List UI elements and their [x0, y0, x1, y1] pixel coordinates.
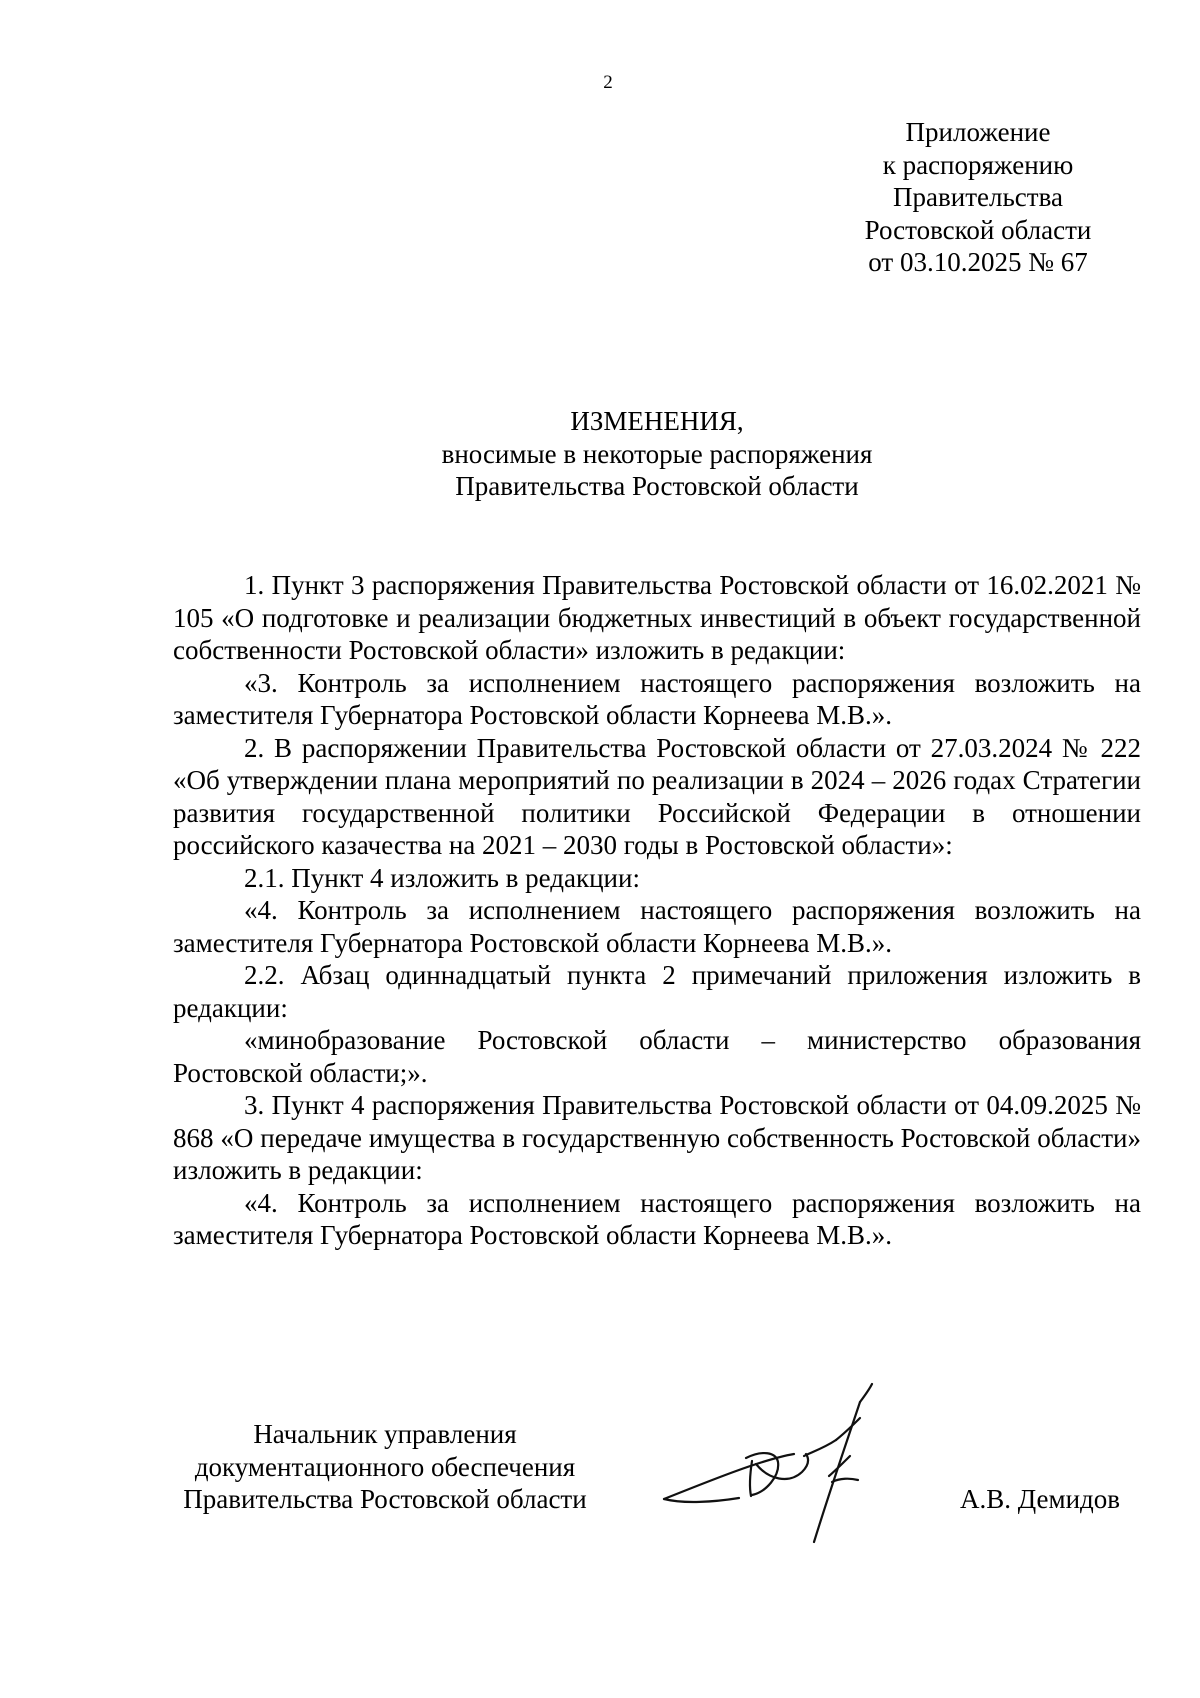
handwritten-signature — [654, 1374, 944, 1574]
appendix-line: Ростовской области — [864, 214, 1092, 245]
paragraph: 2.2. Абзац одиннадцатый пункта 2 примечаний приложения изложить в редакции: — [173, 960, 1141, 1023]
paragraph: 3. Пункт 4 распоряжения Правительства Ростовской области от 04.09.2025 № 868 «О передаче имущества в государственную собственность Ростовской области» изложить в редакции: — [173, 1090, 1141, 1185]
appendix-line: Правительства — [893, 182, 1063, 212]
signer-position-line: Правительства Ростовской области — [183, 1484, 587, 1514]
title-line: Правительства Ростовской области — [455, 471, 859, 501]
signer-position-line: документационного обеспечения — [194, 1451, 576, 1482]
appendix-line: Приложение — [905, 117, 1051, 147]
paragraph: «4. Контроль за исполнением настоящего распоряжения возложить на заместителя Губернатора Ростовской области Корнеева М.В.». — [173, 895, 1141, 958]
paragraph: 2.1. Пункт 4 изложить в редакции: — [244, 862, 640, 893]
document-title — [173, 405, 1141, 503]
paragraph: 2. В распоряжении Правительства Ростовской области от 27.03.2024 № 222 «Об утверждении плана мероприятий по реализации в 2024 – 2026 годах Стратегии развития государственной политики Российской Федерации в отношении российского казачества на 2021 – 2030 годы в Ростовской области»: — [173, 732, 1141, 860]
page-number: 2 — [603, 72, 613, 93]
title-line: вносимые в некоторые распоряжения — [441, 438, 873, 469]
appendix-header — [828, 116, 1128, 279]
signer-name: А.В. Демидов — [960, 1484, 1121, 1514]
paragraph: «3. Контроль за исполнением настоящего распоряжения возложить на заместителя Губернатора Ростовской области Корнеева М.В.». — [173, 667, 1141, 730]
title-heading: ИЗМЕНЕНИЯ, — [570, 406, 744, 436]
signer-position — [160, 1418, 610, 1516]
appendix-line: от 03.10.2025 № 67 — [868, 247, 1088, 277]
document-body — [173, 569, 1141, 1252]
appendix-line: к распоряжению — [882, 149, 1074, 180]
paragraph: 1. Пункт 3 распоряжения Правительства Ростовской области от 16.02.2021 № 105 «О подготовке и реализации бюджетных инвестиций в объект государственной собственности Ростовской области» изложить в редакции: — [173, 570, 1141, 665]
signer-position-line: Начальник управления — [253, 1419, 517, 1449]
paragraph: «4. Контроль за исполнением настоящего распоряжения возложить на заместителя Губернатора Ростовской области Корнеева М.В.». — [173, 1187, 1141, 1250]
paragraph: «минобразование Ростовской области – министерство образования Ростовской области;». — [173, 1025, 1141, 1088]
